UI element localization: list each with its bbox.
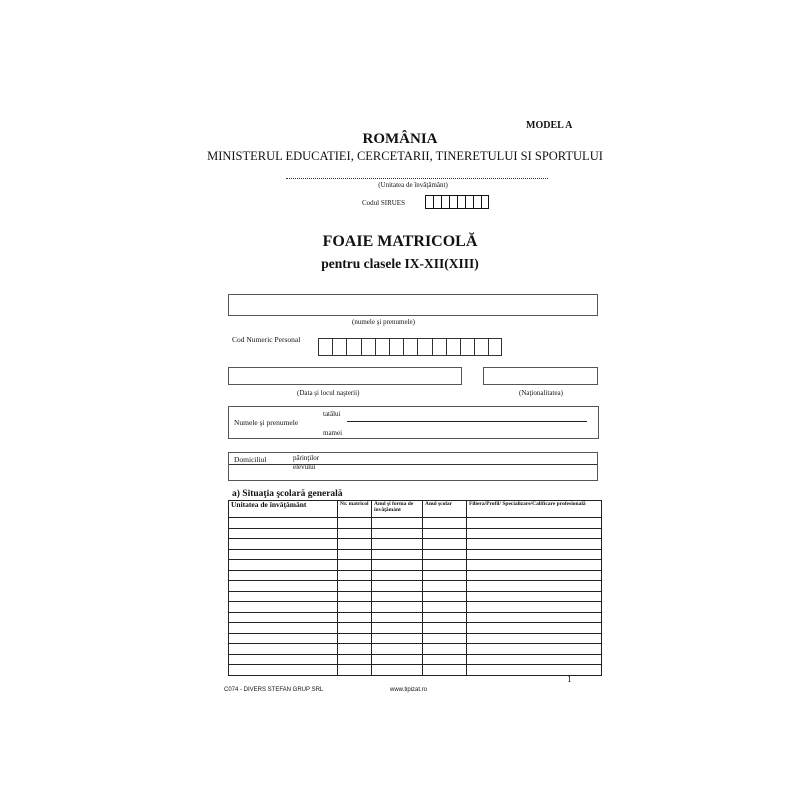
sirues-box [441,195,449,209]
page-number: 1 [567,674,572,684]
sirues-code-boxes [425,195,489,209]
sirues-box [473,195,481,209]
table-cell [372,654,423,665]
name-field [228,294,598,316]
table-cell [338,665,372,676]
sirues-box [465,195,473,209]
parents-separator-line [347,421,587,422]
table-cell [372,560,423,571]
table-cell [423,518,467,529]
table-cell [229,644,338,655]
table-cell [467,528,602,539]
table-cell [423,633,467,644]
sirues-box [449,195,457,209]
name-caption: (numele şi prenumele) [352,318,415,326]
table-cell [423,549,467,560]
table-cell [372,633,423,644]
table-cell [338,528,372,539]
table-cell [372,539,423,550]
table-cell [338,623,372,634]
table-cell [423,570,467,581]
table-row [229,602,602,613]
cnp-box [332,338,346,356]
table-cell [467,612,602,623]
table-cell [467,623,602,634]
table-cell [338,602,372,613]
table-cell [467,591,602,602]
table-cell [338,518,372,529]
cnp-box [403,338,417,356]
table-cell [229,518,338,529]
cnp-box [474,338,488,356]
table-cell [229,602,338,613]
table-cell [372,518,423,529]
table-cell [372,549,423,560]
domicile-student-label: elevului [293,463,316,471]
form-subtitle: pentru clasele IX-XII(XIII) [321,256,479,271]
table-cell [467,539,602,550]
table-cell [338,644,372,655]
table-cell [229,654,338,665]
cnp-box [460,338,474,356]
table-cell [372,665,423,676]
table-cell [372,591,423,602]
table-cell [372,570,423,581]
table-row [229,528,602,539]
table-cell [467,581,602,592]
table-cell [372,602,423,613]
cnp-box [389,338,403,356]
table-row [229,644,602,655]
cnp-box [446,338,460,356]
table-cell [229,539,338,550]
table-cell [229,528,338,539]
cnp-box [432,338,446,356]
birth-field [228,367,462,385]
form-title: FOAIE MATRICOLĂ [322,233,478,250]
country-title: ROMÂNIA [362,131,438,147]
table-row [229,591,602,602]
table-row [229,581,602,592]
table-cell [338,633,372,644]
table-row [229,633,602,644]
domicile-parents-label: părinţilor [293,454,320,462]
model-label: MODEL A [526,120,573,131]
table-row [229,623,602,634]
table-cell [229,570,338,581]
table-cell [423,528,467,539]
cnp-box [346,338,360,356]
table-cell [467,549,602,560]
unit-caption: (Unitatea de învăţământ) [378,181,448,189]
table-cell [467,644,602,655]
sirues-label: Codul SIRUES [362,199,405,207]
table-cell [338,570,372,581]
table-cell [229,581,338,592]
domicile-label: Domiciliul [234,455,267,464]
table-row [229,518,602,529]
table-cell [229,633,338,644]
table-cell [338,549,372,560]
nationality-caption: (Naţionalitatea) [519,389,563,397]
unit-dotted-line [286,178,548,179]
table-cell [229,665,338,676]
table-cell [338,560,372,571]
table-cell [467,570,602,581]
table-cell [423,623,467,634]
table-cell [423,665,467,676]
sirues-box [457,195,465,209]
birth-caption: (Data şi locul naşterii) [297,389,360,397]
publisher-footer: C074 - DIVERS STEFAN GRUP SRL [224,687,324,693]
table-cell [338,612,372,623]
table-cell [423,560,467,571]
table-row [229,539,602,550]
table-cell [229,612,338,623]
nationality-field [483,367,598,385]
parents-label: Numele şi prenumele [234,418,299,427]
cnp-label: Cod Numeric Personal [232,335,301,344]
domicile-divider [229,464,597,465]
table-cell [423,602,467,613]
column-header: Nr. matricol [338,501,372,518]
sirues-box [481,195,489,209]
table-cell [229,560,338,571]
column-header: Filiera/Profil/ Specializare/Calificare profesională [467,501,602,518]
column-header: Anul şi forma de învăţământ [372,501,423,518]
cnp-boxes [318,338,502,356]
table-cell [372,528,423,539]
table-cell [338,654,372,665]
table-cell [467,560,602,571]
table-row [229,612,602,623]
table-cell [229,549,338,560]
table-cell [423,539,467,550]
table-row [229,560,602,571]
table-cell [467,518,602,529]
table-cell [423,591,467,602]
table-row [229,654,602,665]
cnp-box [488,338,502,356]
table-cell [467,654,602,665]
cnp-box [375,338,389,356]
table-cell [338,591,372,602]
table-row [229,665,602,676]
section-title: a) Situaţia şcolară generală [232,489,343,499]
table-cell [372,644,423,655]
table-cell [467,633,602,644]
ministry-title: MINISTERUL EDUCATIEI, CERCETARII, TINERETULUI SI SPORTULUI [207,149,603,163]
cnp-box [417,338,431,356]
table-cell [372,612,423,623]
cnp-box [361,338,375,356]
table-body [229,518,602,676]
table-cell [338,539,372,550]
column-header: Anul şcolar [423,501,467,518]
table-cell [372,623,423,634]
table-cell [229,623,338,634]
mother-label: mamei [323,429,343,437]
table-cell [423,654,467,665]
sirues-box [425,195,433,209]
father-label: tatălui [323,410,341,418]
table-cell [338,581,372,592]
school-situation-table [228,500,602,676]
table-cell [423,581,467,592]
table-cell [467,602,602,613]
table-cell [423,644,467,655]
table-cell [467,665,602,676]
column-header: Unitatea de învăţământ [229,501,338,518]
website-footer: www.tipizat.ro [390,687,428,693]
table-header-row [229,501,602,518]
table-row [229,570,602,581]
table-cell [229,591,338,602]
table-cell [372,581,423,592]
sirues-box [433,195,441,209]
domicile-field [228,452,598,481]
table-cell [423,612,467,623]
cnp-box [318,338,332,356]
table-row [229,549,602,560]
